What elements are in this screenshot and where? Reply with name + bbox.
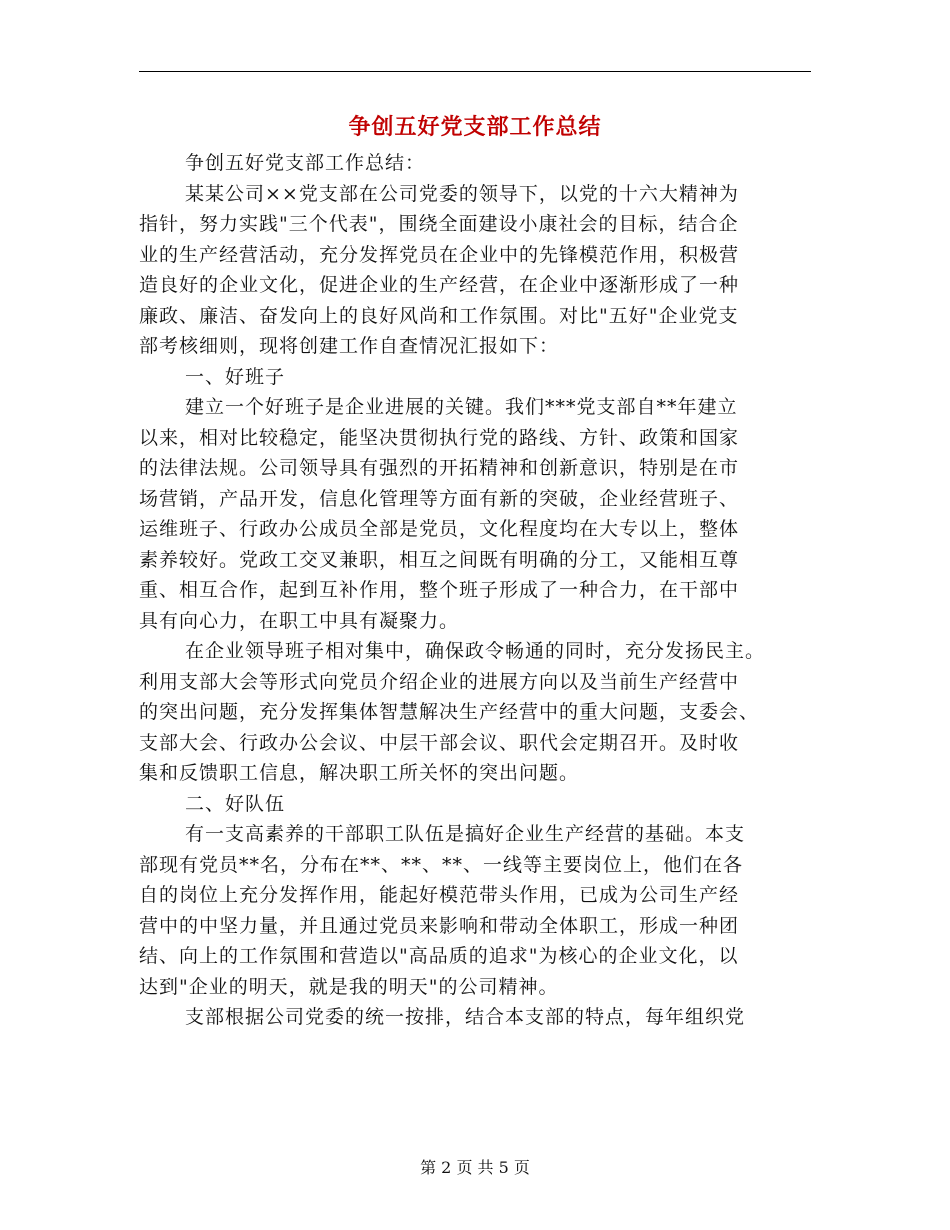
body-line: 业的生产经营活动，充分发挥党员在企业中的先锋模范作用，积极营	[139, 244, 740, 266]
header-rule	[139, 71, 811, 72]
body-line: 造良好的企业文化，促进企业的生产经营，在企业中逐渐形成了一种	[139, 274, 740, 296]
body-line: 二、好队伍	[185, 793, 286, 815]
body-line: 场营销，产品开发，信息化管理等方面有新的突破，企业经营班子、	[139, 488, 740, 510]
body-line: 廉政、廉洁、奋发向上的良好风尚和工作氛围。对比"五好"企业党支	[139, 305, 739, 327]
body-line: 部现有党员**名，分布在**、**、**、一线等主要岗位上，他们在各	[139, 854, 744, 876]
page-number: 第 2 页 共 5 页	[420, 1158, 530, 1177]
body-line: 利用支部大会等形式向党员介绍企业的进展方向以及当前生产经营中	[139, 671, 740, 693]
body-line: 的突出问题，充分发挥集体智慧解决生产经营中的重大问题，支委会、	[139, 701, 760, 723]
body-line: 自的岗位上充分发挥作用，能起好模范带头作用，已成为公司生产经	[139, 884, 740, 906]
body-line: 争创五好党支部工作总结：	[185, 152, 426, 174]
body-line: 营中的中坚力量，并且通过党员来影响和带动全体职工，形成一种团	[139, 915, 740, 937]
body-line: 某某公司××党支部在公司党委的领导下，以党的十六大精神为	[185, 183, 739, 205]
body-line: 指针，努力实践"三个代表"，围绕全面建设小康社会的目标，结合企	[139, 213, 739, 235]
body-line: 结、向上的工作氛围和营造以"高品质的追求"为核心的企业文化，以	[139, 945, 739, 967]
body-line: 支部大会、行政办公会议、中层干部会议、职代会定期召开。及时收	[139, 732, 740, 754]
body-line: 的法律法规。公司领导具有强烈的开拓精神和创新意识，特别是在市	[139, 457, 740, 479]
body-line: 一、好班子	[185, 366, 286, 388]
body-line: 在企业领导班子相对集中，确保政令畅通的同时，充分发扬民主。	[185, 640, 766, 662]
body-line: 达到"企业的明天，就是我的明天"的公司精神。	[139, 976, 559, 998]
body-line: 有一支高素养的干部职工队伍是搞好企业生产经营的基础。本支	[185, 823, 746, 845]
body-line: 具有向心力，在职工中具有凝聚力。	[139, 610, 460, 632]
body-line: 素养较好。党政工交叉兼职，相互之间既有明确的分工，又能相互尊	[139, 549, 740, 571]
body-line: 建立一个好班子是企业进展的关键。我们***党支部自**年建立	[185, 396, 738, 418]
body-line: 以来，相对比较稳定，能坚决贯彻执行党的路线、方针、政策和国家	[139, 427, 740, 449]
document-title: 争创五好党支部工作总结	[348, 114, 602, 140]
body-line: 运维班子、行政办公成员全部是党员，文化程度均在大专以上，整体	[139, 518, 740, 540]
body-line: 部考核细则，现将创建工作自查情况汇报如下：	[139, 335, 560, 357]
body-line: 重、相互合作，起到互补作用，整个班子形成了一种合力，在干部中	[139, 579, 740, 601]
body-line: 支部根据公司党委的统一按排，结合本支部的特点，每年组织党	[185, 1006, 746, 1028]
body-line: 集和反馈职工信息，解决职工所关怀的突出问题。	[139, 762, 580, 784]
